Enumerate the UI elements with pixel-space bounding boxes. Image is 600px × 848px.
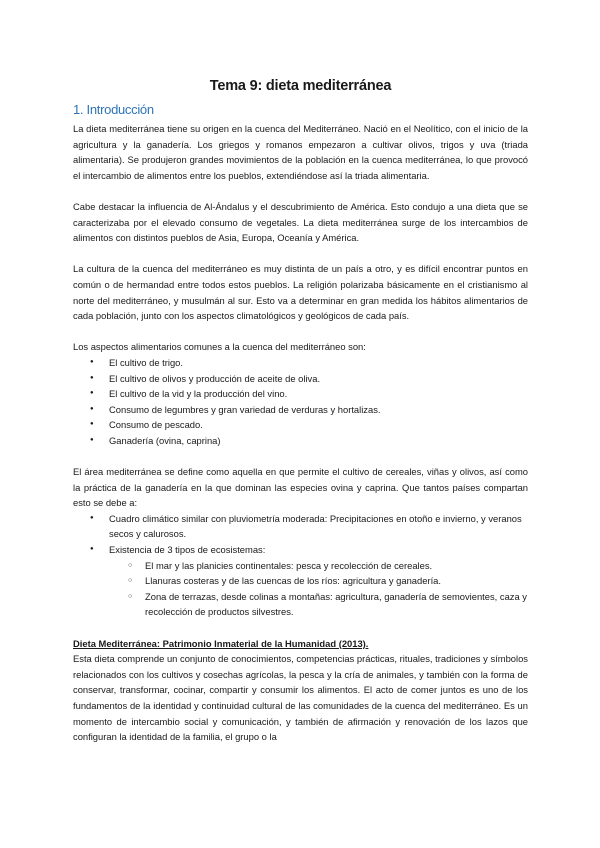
- section-heading-introduccion: 1. Introducción: [73, 102, 154, 117]
- sublist-item: ○ Llanuras costeras y de las cuencas de los ríos: agricultura y ganadería.: [73, 573, 528, 589]
- list-item-ecosystems: [73, 542, 528, 620]
- document-title: Tema 9: dieta mediterránea: [209, 78, 392, 94]
- list-item: ● El cultivo de olivos y producción de aceite de oliva.: [73, 371, 528, 387]
- paragraph-area: El área mediterránea se define como aquella en que permite el cultivo de cereales, viñas y olivos, así como la práctica de la ganadería en la que dominan las especies ovina y caprina. Que tantos países compartan esto se debe a:: [73, 466, 528, 509]
- paragraph-influence: Cabe destacar la influencia de Al-Ándalus y el descubrimiento de América. Esto condujo a una dieta que se caracterizaba por el elevado consumo de vegetales. La dieta mediterránea surge de los intercambios de alimentos con distintos pueblos de Asia, Europa, Oceanía y América.: [73, 200, 528, 244]
- paragraph-heritage: Esta dieta comprende un conjunto de conocimientos, competencias prácticas, rituales, tradiciones y símbolos relacionados con los cultivos y cosechas agrícolas, la pesca y la cría de animales, y también con la forma de conservar, transformar, cocinar, compartir y consumir los alimentos. El acto de comer juntos es uno de los fundamentos de la identidad y continuidad cultural de las comunidades de la cuenca del mediterráneo. Es un momento de intercambio social y comunicación, y también de afirmación y renovación de los lazos que configuran la identidad de la familia, el grupo o la: [73, 653, 528, 743]
- sublist-item: ○ El mar y las planicies continentales: pesca y recolección de cereales.: [73, 558, 528, 574]
- list-item-climate: ● Cuadro climático similar con pluviometría moderada: Precipitaciones en otoño e invierno, y veranos secos y calurosos.: [73, 511, 528, 542]
- common-aspects-list: [73, 355, 528, 449]
- list-item: ● Consumo de legumbres y gran variedad de verduras y hortalizas.: [73, 402, 528, 418]
- list-item: ● El cultivo de trigo.: [73, 355, 528, 371]
- list-item: ● Consumo de pescado.: [73, 417, 528, 433]
- heritage-heading: Dieta Mediterránea: Patrimonio Inmaterial de la Humanidad (2013).: [73, 637, 369, 649]
- paragraph-origin: La dieta mediterránea tiene su origen en la cuenca del Mediterráneo. Nació en el Neolítico, con el inicio de la agricultura y la ganadería. Los griegos y romanos empezaron a cultivar olivos, trigos y uva (triada alimentaria). Se produjeron grandes movimientos de la población en la cuenca mediterránea, lo que provocó el intercambio de alimentos entre los pueblos, extendiéndose así la triada alimentaria.: [73, 123, 528, 181]
- paragraph-common-intro: Los aspectos alimentarios comunes a la cuenca del mediterráneo son:: [73, 341, 366, 353]
- list-item: ● El cultivo de la vid y la producción del vino.: [73, 386, 528, 402]
- reasons-list: [73, 511, 528, 620]
- document-page: [73, 78, 528, 745]
- ecosystems-label: Existencia de 3 tipos de ecosistemas:: [109, 544, 266, 556]
- paragraph-culture: La cultura de la cuenca del mediterráneo es muy distinta de un país a otro, y es difícil encontrar puntos en común o de hermandad entre todos estos pueblos. La religión polarizaba básicamente en el cristianismo al norte del mediterráneo, y musulmán al sur. Esto va a determinar en gran medida los hábitos alimentarios de cada población, junto con los aspectos climatológicos y geológicos de cada país.: [73, 263, 528, 322]
- list-item: ● Ganadería (ovina, caprina): [73, 433, 528, 449]
- sublist-item: ○ Zona de terrazas, desde colinas a montañas: agricultura, ganadería de semovientes, caza y recolección de productos silvestres.: [73, 589, 528, 620]
- ecosystems-sublist: [73, 558, 528, 620]
